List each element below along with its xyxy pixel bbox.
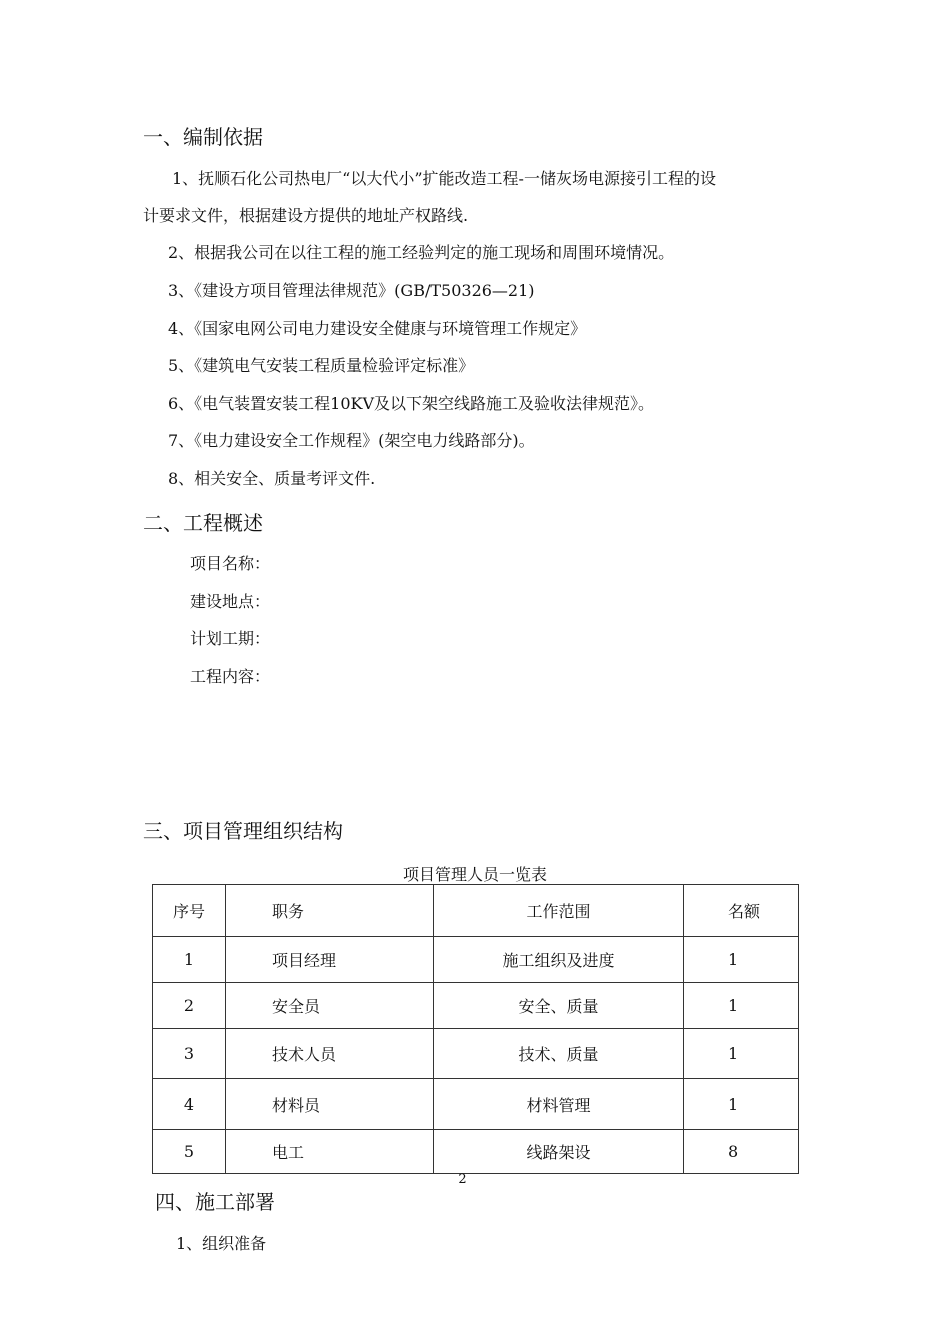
- staff-table: [152, 884, 799, 1174]
- cell-position: 材料员: [226, 1079, 434, 1130]
- deployment-item-1: 1、组织准备: [176, 1234, 267, 1253]
- cell-position: 安全员: [226, 983, 434, 1029]
- cell-index: 3: [153, 1029, 226, 1079]
- basis-item-1-cont: 计要求文件，根据建设方提供的地址产权路线.: [143, 206, 469, 225]
- cell-quota: 8: [684, 1130, 799, 1174]
- cell-scope: 技术、质量: [434, 1029, 684, 1079]
- cell-position: 项目经理: [226, 937, 434, 983]
- cell-quota: 1: [684, 983, 799, 1029]
- cell-quota: 1: [684, 1079, 799, 1130]
- table-caption: 项目管理人员一览表: [402, 865, 547, 884]
- col-header-quota: 名额: [684, 885, 799, 937]
- cell-index: 1: [153, 937, 226, 983]
- page-number: 2: [458, 1172, 467, 1187]
- cell-scope: 材料管理: [434, 1079, 684, 1130]
- field-schedule: 计划工期：: [190, 629, 271, 648]
- col-header-index: 序号: [153, 885, 226, 937]
- section-1-heading: 一、编制依据: [143, 125, 263, 149]
- table-row: [153, 937, 799, 983]
- cell-scope: 安全、质量: [434, 983, 684, 1029]
- basis-item-3: 3、《建设方项目管理法律规范》(GB/T50326—21): [168, 281, 535, 300]
- field-location: 建设地点：: [190, 592, 271, 611]
- field-project-name: 项目名称：: [190, 554, 271, 573]
- cell-scope: 线路架设: [434, 1130, 684, 1174]
- section-4-heading: 四、施工部署: [155, 1190, 275, 1214]
- cell-quota: 1: [684, 937, 799, 983]
- table-row: [153, 1079, 799, 1130]
- basis-item-7: 7、《电力建设安全工作规程》(架空电力线路部分)。: [168, 431, 535, 450]
- field-content: 工程内容：: [190, 667, 271, 686]
- basis-item-2: 2、根据我公司在以往工程的施工经验判定的施工现场和周围环境情况。: [168, 243, 675, 262]
- table-row: [153, 983, 799, 1029]
- col-header-scope: 工作范围: [434, 885, 684, 937]
- cell-index: 2: [153, 983, 226, 1029]
- cell-position: 电工: [226, 1130, 434, 1174]
- col-header-position: 职务: [226, 885, 434, 937]
- cell-index: 4: [153, 1079, 226, 1130]
- table-row: [153, 1130, 799, 1174]
- table-header-row: [153, 885, 799, 937]
- basis-item-6: 6、《电气装置安装工程10KV及以下架空线路施工及验收法律规范》。: [168, 394, 655, 413]
- section-3-heading: 三、项目管理组织结构: [143, 819, 343, 843]
- cell-scope: 施工组织及进度: [434, 937, 684, 983]
- table-row: [153, 1029, 799, 1079]
- basis-item-1: 1、抚顺石化公司热电厂“以大代小”扩能改造工程-一储灰场电源接引工程的设: [172, 169, 716, 188]
- cell-index: 5: [153, 1130, 226, 1174]
- cell-position: 技术人员: [226, 1029, 434, 1079]
- basis-item-8: 8、相关安全、质量考评文件.: [168, 469, 376, 488]
- section-2-heading: 二、工程概述: [143, 511, 263, 535]
- basis-item-4: 4、《国家电网公司电力建设安全健康与环境管理工作规定》: [168, 319, 587, 338]
- basis-item-5: 5、《建筑电气安装工程质量检验评定标准》: [168, 356, 475, 375]
- cell-quota: 1: [684, 1029, 799, 1079]
